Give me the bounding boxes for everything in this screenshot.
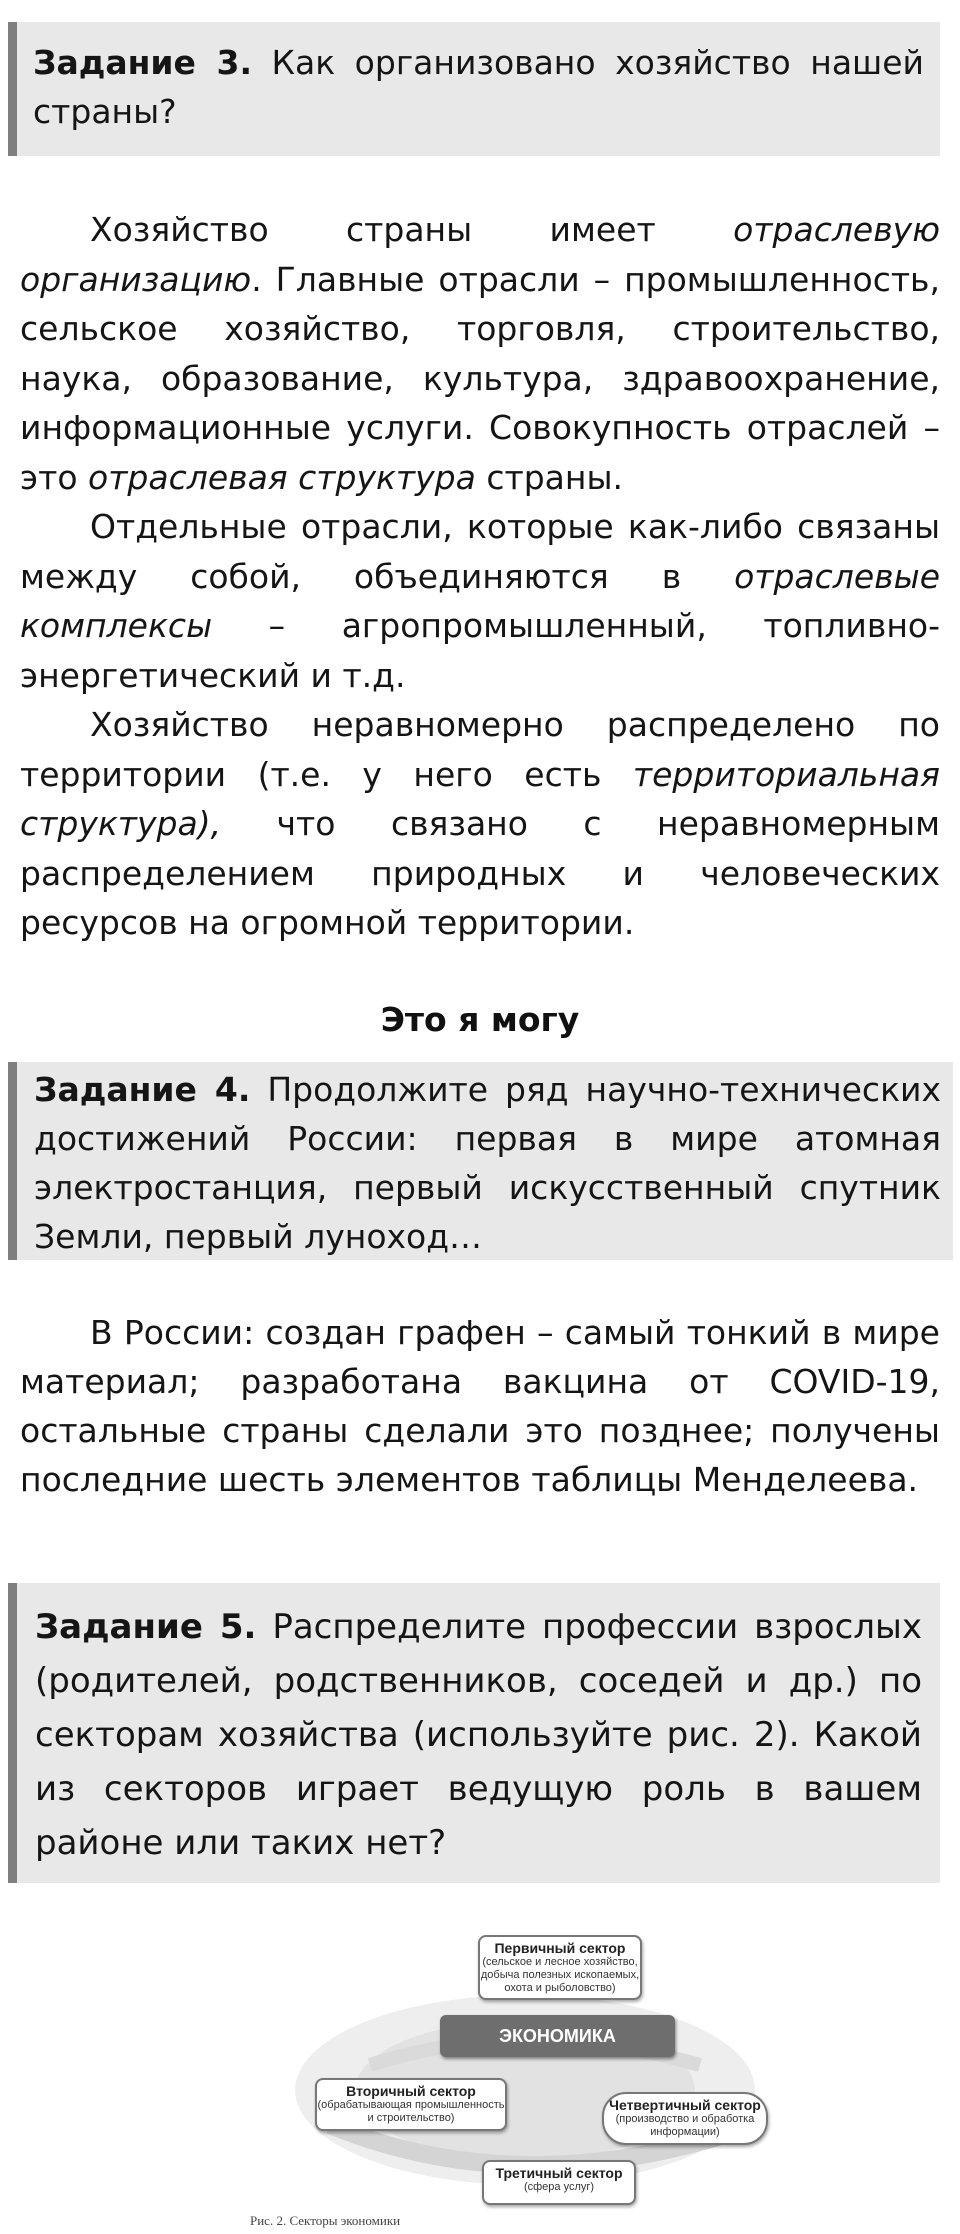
task-3-label: Задание 3. (33, 43, 252, 82)
secondary-sector-desc: (обрабатывающая промышленность и строительство) (317, 2099, 505, 2124)
task-5-text: Распределите профессии взрослых (родителей, родственников, соседей и др.) по секторам хозяйства (используйте рис. 2). Какой из секторов играет ведущую роль в вашем районе или таких нет? (35, 1607, 922, 1863)
answer-3-paragraph-3: Хозяйство неравномерно распределено по территории (т.е. у него есть территориальная структура), что связано с неравномерным распределением природных и человеческих ресурсов на огромной территории. (20, 705, 940, 942)
task-5-box (8, 1583, 940, 1883)
tertiary-sector-box (482, 2160, 636, 2205)
tertiary-sector-title: Третичный сектор (495, 2165, 623, 2181)
answer-4-text: В России: создан графен – самый тонкий в мире материал; разработана вакцина от COVID-19, остальные страны сделали это позднее; получены последние шесть элементов таблицы Менделеева. (20, 1313, 940, 1499)
term-territorial-structure: территориальная структура), (20, 754, 940, 843)
primary-sector-title: Первичный сектор (494, 1940, 626, 1956)
task-5-label: Задание 5. (35, 1607, 257, 1647)
task-4-text: Продолжите ряд научно-технических достижений России: первая в мире атомная электростанция, первый искусственный спутник Земли, первый луноход… (34, 1070, 941, 1256)
tertiary-sector-desc: (сфера услуг) (523, 2181, 595, 2193)
economy-label: ЭКОНОМИКА (440, 2015, 675, 2057)
section-heading: Это я могу (380, 1000, 580, 1039)
secondary-sector-title: Вторичный сектор (346, 2083, 476, 2099)
task-3-text: Как организовано хозяйство нашей страны? (33, 43, 924, 131)
primary-sector-box (478, 1935, 642, 2000)
term-sector-organization: отраслевую организацию (20, 210, 940, 299)
answer-4 (20, 1308, 940, 1504)
secondary-sector-box (315, 2078, 507, 2131)
primary-sector-desc: (сельское и лесное хозяйство, добыча полезных ископаемых, охота и рыболовство) (480, 1956, 640, 1994)
quaternary-sector-title: Четвертичный сектор (609, 2097, 761, 2113)
task-3-box (8, 22, 940, 156)
quaternary-sector-desc: (производство и обработка информации) (615, 2113, 755, 2138)
answer-3 (20, 205, 940, 948)
term-sector-structure: отраслевая структура (88, 457, 476, 497)
answer-3-paragraph-2: Отдельные отрасли, которые как-либо связаны между собой, объединяются в отраслевые комплексы – агропромышленный, топливно-энергетический и т.д. (20, 507, 940, 695)
answer-3-paragraph-1: Хозяйство страны имеет отраслевую организацию. Главные отрасли – промышленность, сельское хозяйство, торговля, строительство, наука, образование, культура, здравоохранение, информационные услуги. Совокупность отраслей – это отраслевая структура страны. (20, 210, 940, 497)
task-4-label: Задание 4. (34, 1070, 251, 1109)
sectors-figure (250, 1915, 790, 2234)
term-sector-complexes: отраслевые комплексы (20, 556, 940, 645)
quaternary-sector-box (602, 2092, 768, 2145)
figure-caption: Рис. 2. Секторы экономики (250, 2213, 401, 2228)
task-4-box (8, 1062, 953, 1260)
